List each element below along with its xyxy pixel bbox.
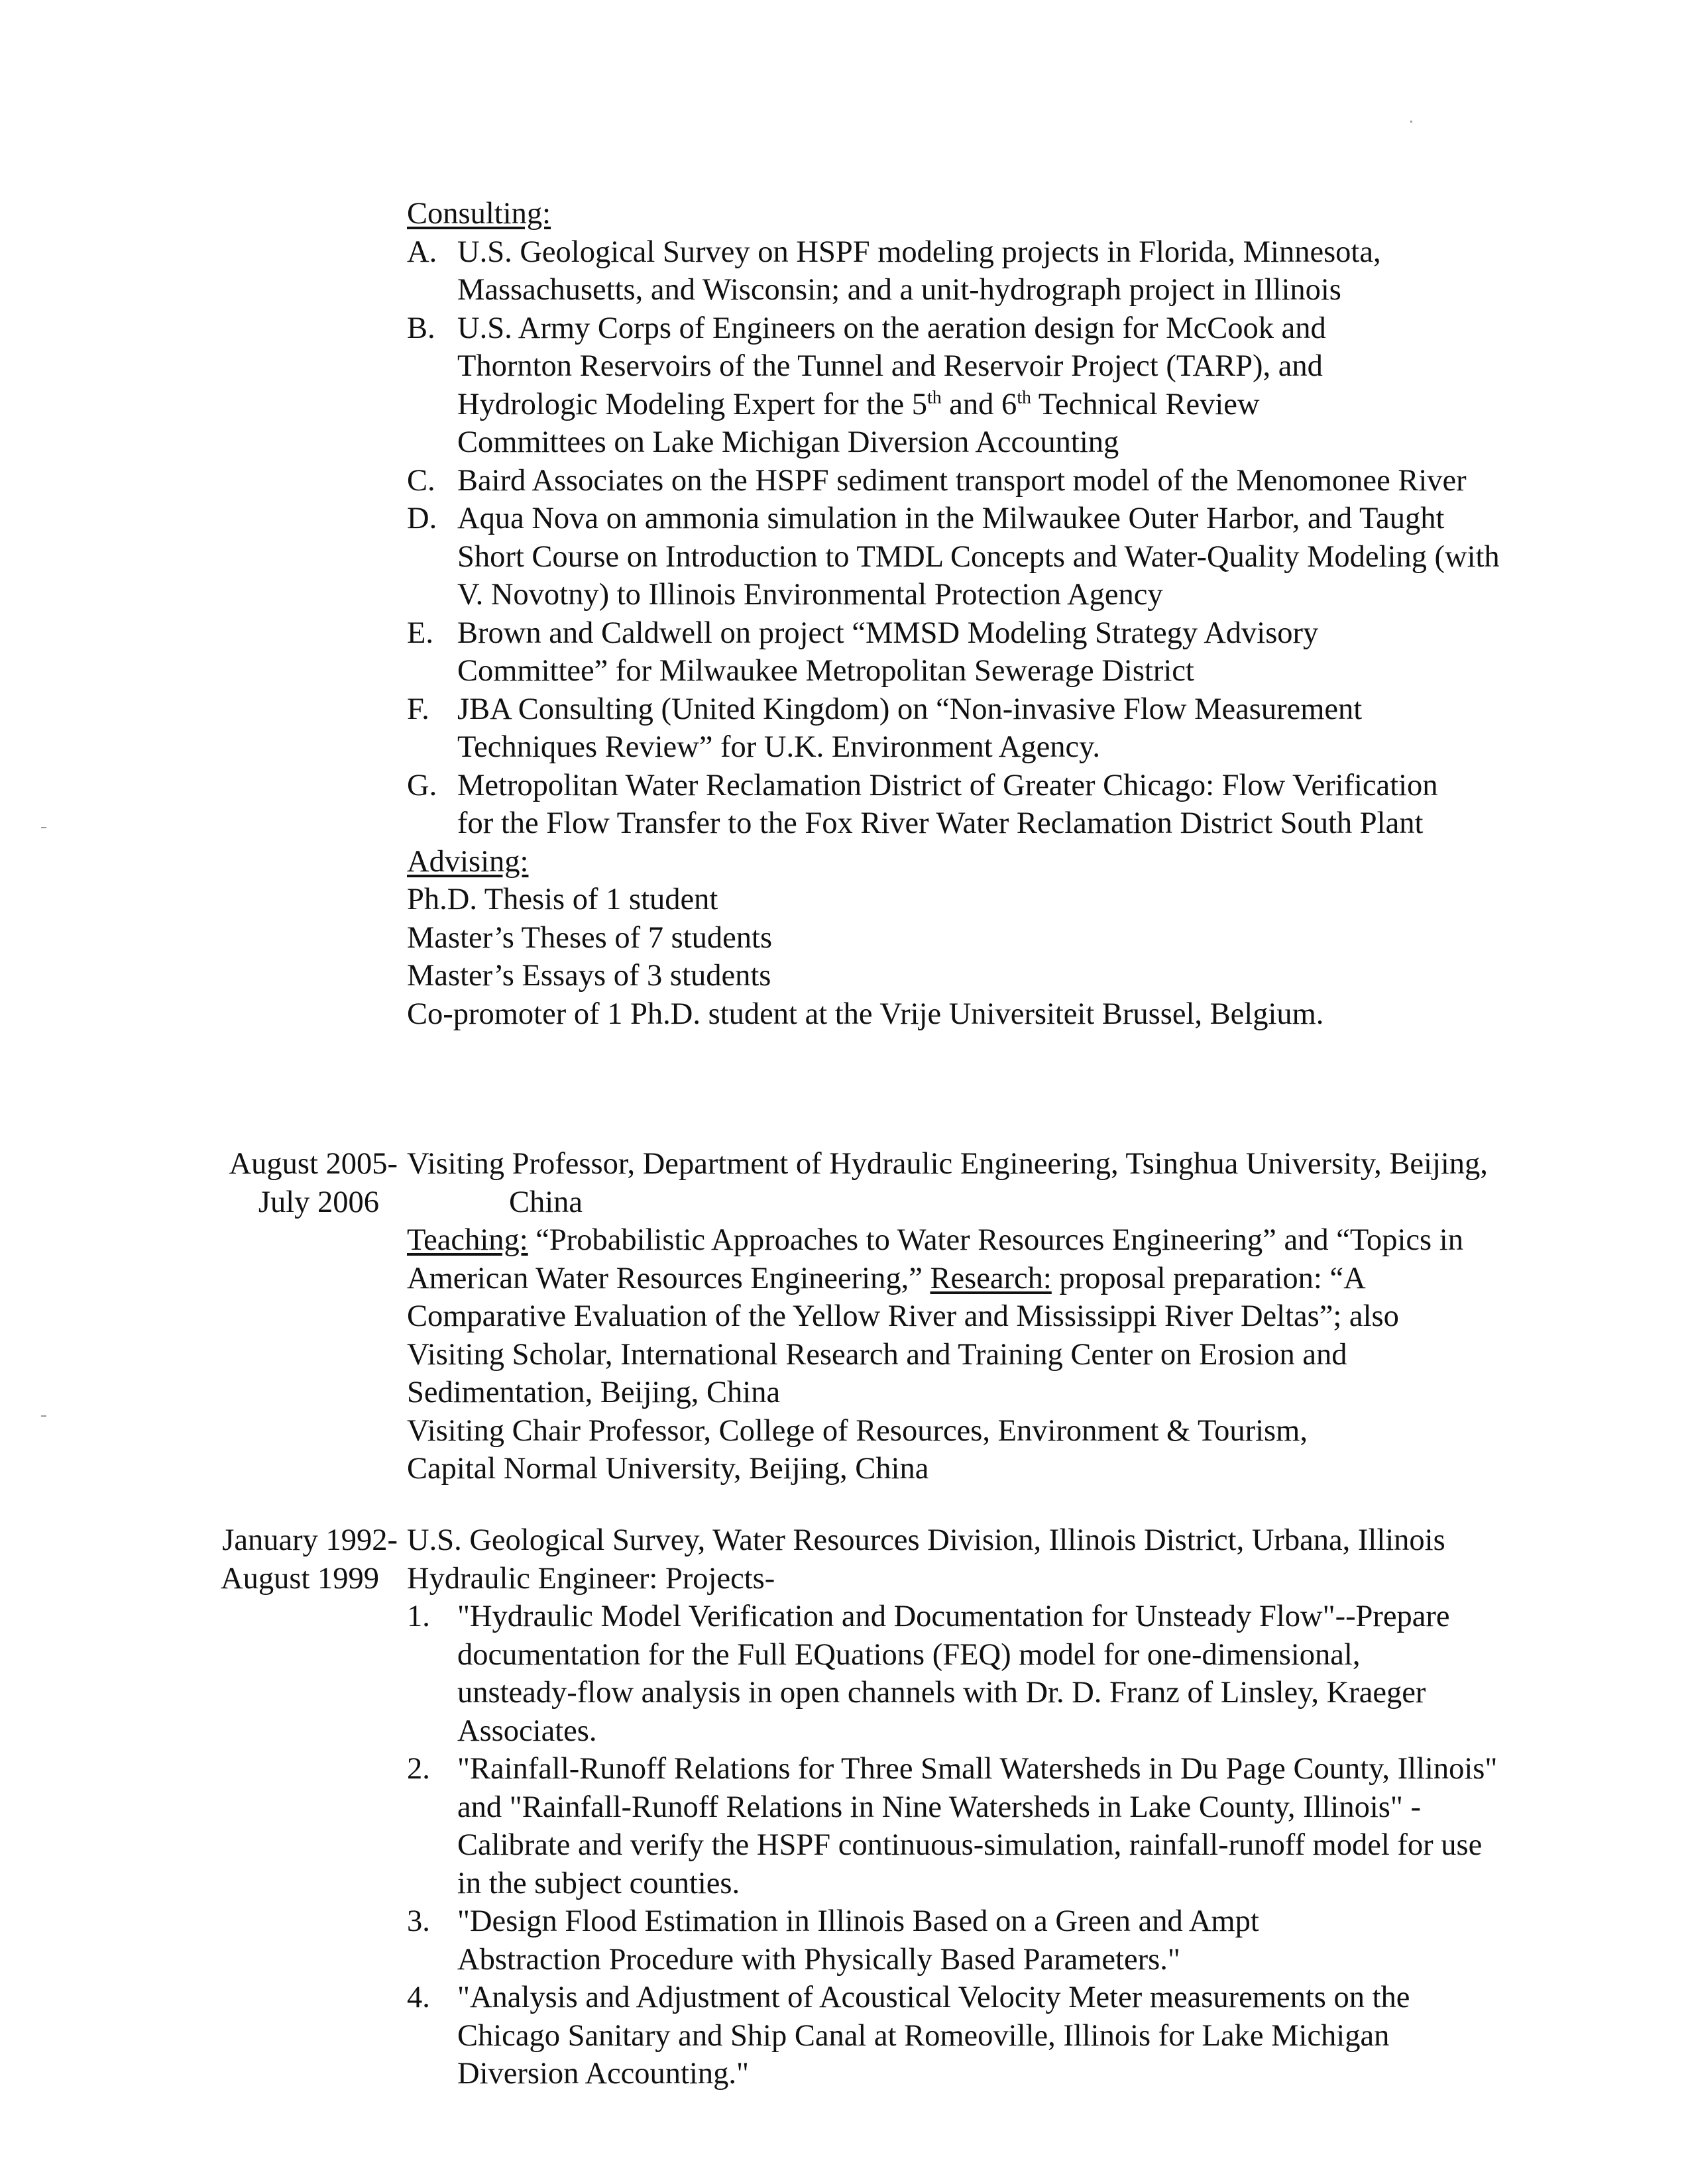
- scan-speck: [41, 1415, 46, 1417]
- ordinal-suffix: th: [927, 387, 942, 408]
- consulting-item: [407, 462, 1478, 500]
- project-item: [407, 1902, 1405, 1979]
- teaching-label: Teaching:: [407, 1223, 528, 1257]
- teaching-research-paragraph: [407, 1221, 1467, 1412]
- entry-date-end: August 1999: [221, 1561, 379, 1596]
- project-item: [407, 1979, 1451, 2093]
- project-text: "Rainfall-Runoff Relations for Three Small Watersheds in Du Page County, Illinois" and "Rainfall-Runoff Relations in Nine Watersheds in Lake County, Illinois" - Calibrate and verify the HSPF continuous-simulation, rainfall-runoff model for use in the subject counties.: [457, 1752, 1498, 1900]
- teaching-text: “Probabilistic Approaches to Water Resources Engineering” and “Topics in American Water Resources Engineering,”: [407, 1223, 1463, 1295]
- scan-speck: [41, 827, 46, 828]
- list-marker: 2.: [407, 1752, 430, 1786]
- list-marker: 4.: [407, 1981, 430, 2014]
- usgs-projects-list: [407, 1598, 1498, 2093]
- project-text: "Analysis and Adjustment of Acoustical Velocity Meter measurements on the Chicago Sanitary and Ship Canal at Romeoville, Illinois for Lake Michigan Diversion Accounting.": [457, 1981, 1410, 2091]
- consulting-item: [407, 309, 1332, 462]
- consulting-item-text: JBA Consulting (United Kingdom) on “Non-invasive Flow Measurement Techniques Review” for U.K. Environment Agency.: [457, 692, 1363, 764]
- ordinal-suffix: th: [1017, 387, 1032, 408]
- consulting-item: [407, 614, 1418, 690]
- project-text: "Hydraulic Model Verification and Documentation for Unsteady Flow"--Prepare documentation for the Full EQuations (FEQ) model for one-dimensional, unsteady-flow analysis in open channels with Dr. D. Franz of Linsley, Kraeger Associates.: [457, 1600, 1450, 1748]
- list-marker: A.: [407, 235, 437, 269]
- consulting-item-text: and 6: [941, 387, 1017, 421]
- project-item: [407, 1598, 1478, 1750]
- advising-line: Co-promoter of 1 Ph.D. student at the Vrije Universiteit Brussel, Belgium.: [407, 997, 1324, 1031]
- list-marker: G.: [407, 768, 437, 802]
- research-label: Research:: [930, 1261, 1052, 1295]
- project-text: "Design Flood Estimation in Illinois Based on a Green and Ampt Abstraction Procedure with Physically Based Parameters.": [457, 1904, 1259, 1977]
- consulting-item-text: U.S. Geological Survey on HSPF modeling projects in Florida, Minnesota, Massachusetts, and Wisconsin; and a unit-hydrograph project in Illinois: [457, 235, 1381, 307]
- entry-date-end: July 2006: [258, 1185, 379, 1219]
- consulting-item-text: Aqua Nova on ammonia simulation in the Milwaukee Outer Harbor, and Taught Short Course on Introduction to TMDL Concepts and Water-Quality Modeling (with V. Novotny) to Illinois Environmental Protection Agency: [457, 502, 1500, 612]
- advising-line: Ph.D. Thesis of 1 student: [407, 883, 718, 916]
- entry-position: U.S. Geological Survey, Water Resources Division, Illinois District, Urbana, Illinois: [407, 1523, 1445, 1557]
- consulting-item-text: Brown and Caldwell on project “MMSD Modeling Strategy Advisory Committee” for Milwaukee Metropolitan Sewerage District: [457, 616, 1319, 688]
- consulting-item-text: Metropolitan Water Reclamation District of Greater Chicago: Flow Verification for the Flow Transfer to the Fox River Water Reclamation District South Plant: [457, 768, 1438, 840]
- advising-line: Master’s Theses of 7 students: [407, 920, 773, 955]
- entry-date-start: January 1992-: [222, 1523, 398, 1557]
- list-marker: E.: [407, 616, 434, 650]
- advising-line: Master’s Essays of 3 students: [407, 959, 771, 993]
- entry-body: [407, 1521, 1498, 2093]
- consulting-item: [407, 233, 1481, 309]
- consulting-item-text: Technical Review Committees on Lake Michigan Diversion Accounting: [457, 387, 1260, 459]
- project-item: [407, 1750, 1501, 1902]
- visiting-chair-paragraph: Visiting Chair Professor, College of Resources, Environment & Tourism, Capital Normal University, Beijing, China: [407, 1413, 1308, 1486]
- entry-date: [159, 1521, 398, 1598]
- list-marker: C.: [407, 463, 435, 498]
- consulting-item-text: Baird Associates on the HSPF sediment transport model of the Menomonee River: [457, 463, 1467, 498]
- entry-position: Visiting Professor, Department of Hydraulic Engineering, Tsinghua University, Beijing, China: [407, 1147, 1488, 1219]
- consulting-advising-section: [407, 195, 1500, 1033]
- consulting-item: [407, 500, 1511, 614]
- scan-speck: [1410, 121, 1412, 123]
- entry-date: [159, 1145, 398, 1221]
- consulting-list: [407, 233, 1500, 843]
- list-marker: 1.: [407, 1600, 430, 1633]
- list-marker: F.: [407, 692, 429, 726]
- consulting-item: [407, 767, 1465, 843]
- advising-list: [407, 881, 1461, 1033]
- research-text: proposal preparation: “A Comparative Evaluation of the Yellow River and Mississippi River Deltas”; also Visiting Scholar, International Research and Training Center on Erosion and Sedimentation, Beijing, China: [407, 1261, 1399, 1409]
- advising-heading: Advising:: [407, 844, 529, 879]
- consulting-heading: Consulting:: [407, 197, 551, 231]
- entry-date-start: August 2005-: [229, 1147, 398, 1181]
- entry-role: Hydraulic Engineer: Projects-: [407, 1561, 775, 1596]
- list-marker: B.: [407, 311, 435, 345]
- consulting-item: [407, 690, 1478, 767]
- list-marker: 3.: [407, 1904, 430, 1938]
- list-marker: D.: [407, 502, 437, 535]
- entry-body: [407, 1145, 1488, 1488]
- consulting-item-text: U.S. Army Corps of Engineers on the aeration design for McCook and Thornton Reservoirs of the Tunnel and Reservoir Project (TARP), and Hydrologic Modeling Expert for the 5: [457, 311, 1326, 421]
